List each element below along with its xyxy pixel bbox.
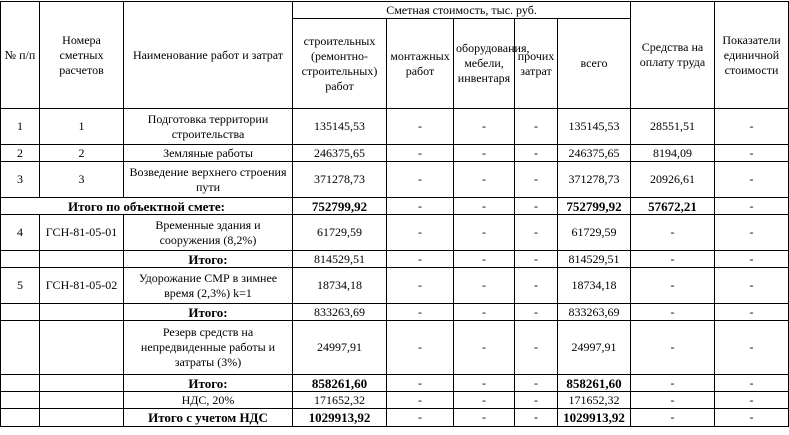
cell-wages: -: [631, 409, 715, 427]
cell-unit: -: [715, 321, 789, 375]
cell-unit: -: [715, 198, 789, 215]
header-num: № п/п: [1, 2, 40, 109]
cell-other: -: [515, 145, 558, 162]
cell-mounting: -: [387, 304, 454, 321]
subtotal-row: [1, 375, 789, 392]
table-row: [1, 162, 789, 198]
cell-construction: 171652,32: [293, 392, 387, 409]
cell-other: -: [515, 409, 558, 427]
header-row-top: [1, 2, 789, 19]
cell-empty: [1, 392, 40, 409]
subtotal-label: Итого:: [124, 304, 293, 321]
table-row: [1, 109, 789, 145]
estimate-table: [0, 1, 789, 427]
cell-construction: 752799,92: [293, 198, 387, 215]
cell-name: Подготовка территории строительства: [124, 109, 293, 145]
table-row: [1, 321, 789, 375]
cell-wages: -: [631, 375, 715, 392]
cell-calc: ГСН-81-05-02: [40, 268, 124, 304]
cell-unit: -: [715, 251, 789, 268]
cell-other: -: [515, 321, 558, 375]
cell-total: 18734,18: [558, 268, 631, 304]
cell-equipment: -: [454, 321, 515, 375]
cell-name: Резерв средств на непредвиденные работы и затраты (3%): [124, 321, 293, 375]
cell-mounting: -: [387, 198, 454, 215]
cell-calc: 2: [40, 145, 124, 162]
cell-unit: -: [715, 162, 789, 198]
subtotal-row: [1, 251, 789, 268]
header-estimate-nums: Номера сметных расчетов: [40, 2, 124, 109]
cell-total: 61729,59: [558, 215, 631, 251]
cell-wages: -: [631, 251, 715, 268]
header-name: Наименование работ и затрат: [124, 2, 293, 109]
cell-wages: -: [631, 392, 715, 409]
cell-equipment: -: [454, 145, 515, 162]
cell-construction: 1029913,92: [293, 409, 387, 427]
cell-construction: 18734,18: [293, 268, 387, 304]
cell-wages: 57672,21: [631, 198, 715, 215]
subtotal-label: Итого по объектной смете:: [1, 198, 293, 215]
cell-equipment: -: [454, 251, 515, 268]
cell-empty: [1, 251, 40, 268]
cell-total: 171652,32: [558, 392, 631, 409]
cell-calc: ГСН-81-05-01: [40, 215, 124, 251]
cell-total: 752799,92: [558, 198, 631, 215]
cell-calc: [40, 321, 124, 375]
cell-empty: [40, 392, 124, 409]
cell-total: 1029913,92: [558, 409, 631, 427]
cell-equipment: -: [454, 109, 515, 145]
cell-construction: 246375,65: [293, 145, 387, 162]
cell-total: 371278,73: [558, 162, 631, 198]
cell-unit: -: [715, 409, 789, 427]
cell-construction: 61729,59: [293, 215, 387, 251]
cell-unit: -: [715, 268, 789, 304]
table-row: [1, 215, 789, 251]
cell-total: 246375,65: [558, 145, 631, 162]
cell-construction: 24997,91: [293, 321, 387, 375]
cell-mounting: -: [387, 392, 454, 409]
cell-wages: -: [631, 215, 715, 251]
cell-name: Возведение верхнего строения пути: [124, 162, 293, 198]
grand-total-row: [1, 409, 789, 427]
cell-other: -: [515, 268, 558, 304]
table-row: [1, 145, 789, 162]
cell-empty: [40, 375, 124, 392]
cell-total: 24997,91: [558, 321, 631, 375]
cell-wages: 28551,51: [631, 109, 715, 145]
cell-calc: 3: [40, 162, 124, 198]
cell-other: -: [515, 251, 558, 268]
cell-name: Удорожание СМР в зимнее время (2,3%) k=1: [124, 268, 293, 304]
cell-wages: -: [631, 268, 715, 304]
cell-unit: -: [715, 375, 789, 392]
subtotal-row: [1, 304, 789, 321]
cell-wages: -: [631, 321, 715, 375]
subtotal-row: [1, 198, 789, 215]
header-total: всего: [558, 19, 631, 109]
header-mounting: монтажных работ: [387, 19, 454, 109]
cell-empty: [40, 409, 124, 427]
cell-construction: 814529,51: [293, 251, 387, 268]
vat-row: [1, 392, 789, 409]
cell-name: НДС, 20%: [124, 392, 293, 409]
cell-name: Временные здания и сооружения (8,2%): [124, 215, 293, 251]
cell-empty: [1, 409, 40, 427]
cell-other: -: [515, 109, 558, 145]
cell-name: Земляные работы: [124, 145, 293, 162]
cell-other: -: [515, 392, 558, 409]
cell-construction: 371278,73: [293, 162, 387, 198]
header-other: прочих затрат: [515, 19, 558, 109]
cell-wages: 8194,09: [631, 145, 715, 162]
cell-construction: 858261,60: [293, 375, 387, 392]
subtotal-label: Итого:: [124, 251, 293, 268]
cell-num: 2: [1, 145, 40, 162]
header-wages: Средства на оплату труда: [631, 2, 715, 109]
cell-unit: -: [715, 145, 789, 162]
cell-other: -: [515, 215, 558, 251]
cell-total: 858261,60: [558, 375, 631, 392]
cell-num: 1: [1, 109, 40, 145]
cell-wages: -: [631, 304, 715, 321]
cell-wages: 20926,61: [631, 162, 715, 198]
cell-other: -: [515, 162, 558, 198]
cell-mounting: -: [387, 409, 454, 427]
cell-equipment: -: [454, 268, 515, 304]
cell-mounting: -: [387, 251, 454, 268]
cell-mounting: -: [387, 162, 454, 198]
header-construction: строительных (ремонтно-строительных) работ: [293, 19, 387, 109]
cell-empty: [1, 304, 40, 321]
cell-equipment: -: [454, 392, 515, 409]
cell-total: 814529,51: [558, 251, 631, 268]
cell-unit: -: [715, 304, 789, 321]
cell-mounting: -: [387, 109, 454, 145]
cell-empty: [40, 304, 124, 321]
cell-unit: -: [715, 109, 789, 145]
cell-unit: -: [715, 215, 789, 251]
header-cost-group: Сметная стоимость, тыс. руб.: [293, 2, 631, 19]
subtotal-label: Итого:: [124, 375, 293, 392]
cell-equipment: -: [454, 304, 515, 321]
cell-num: 5: [1, 268, 40, 304]
cell-construction: 135145,53: [293, 109, 387, 145]
cell-equipment: -: [454, 215, 515, 251]
cell-mounting: -: [387, 145, 454, 162]
cell-other: -: [515, 198, 558, 215]
cell-mounting: -: [387, 321, 454, 375]
cell-mounting: -: [387, 268, 454, 304]
cell-construction: 833263,69: [293, 304, 387, 321]
cell-equipment: -: [454, 198, 515, 215]
cell-calc: 1: [40, 109, 124, 145]
cell-num: 3: [1, 162, 40, 198]
cell-mounting: -: [387, 375, 454, 392]
cell-equipment: -: [454, 409, 515, 427]
header-equipment: оборудования, мебели, инвентаря: [454, 19, 515, 109]
header-unit-cost: Показатели единичной стоимости: [715, 2, 789, 109]
cell-total: 833263,69: [558, 304, 631, 321]
cell-empty: [40, 251, 124, 268]
cell-equipment: -: [454, 375, 515, 392]
cell-mounting: -: [387, 215, 454, 251]
grand-total-label: Итого с учетом НДС: [124, 409, 293, 427]
table-row: [1, 268, 789, 304]
cell-num: [1, 321, 40, 375]
cell-total: 135145,53: [558, 109, 631, 145]
cell-num: 4: [1, 215, 40, 251]
cell-other: -: [515, 375, 558, 392]
cell-empty: [1, 375, 40, 392]
cell-other: -: [515, 304, 558, 321]
cell-unit: -: [715, 392, 789, 409]
cell-equipment: -: [454, 162, 515, 198]
